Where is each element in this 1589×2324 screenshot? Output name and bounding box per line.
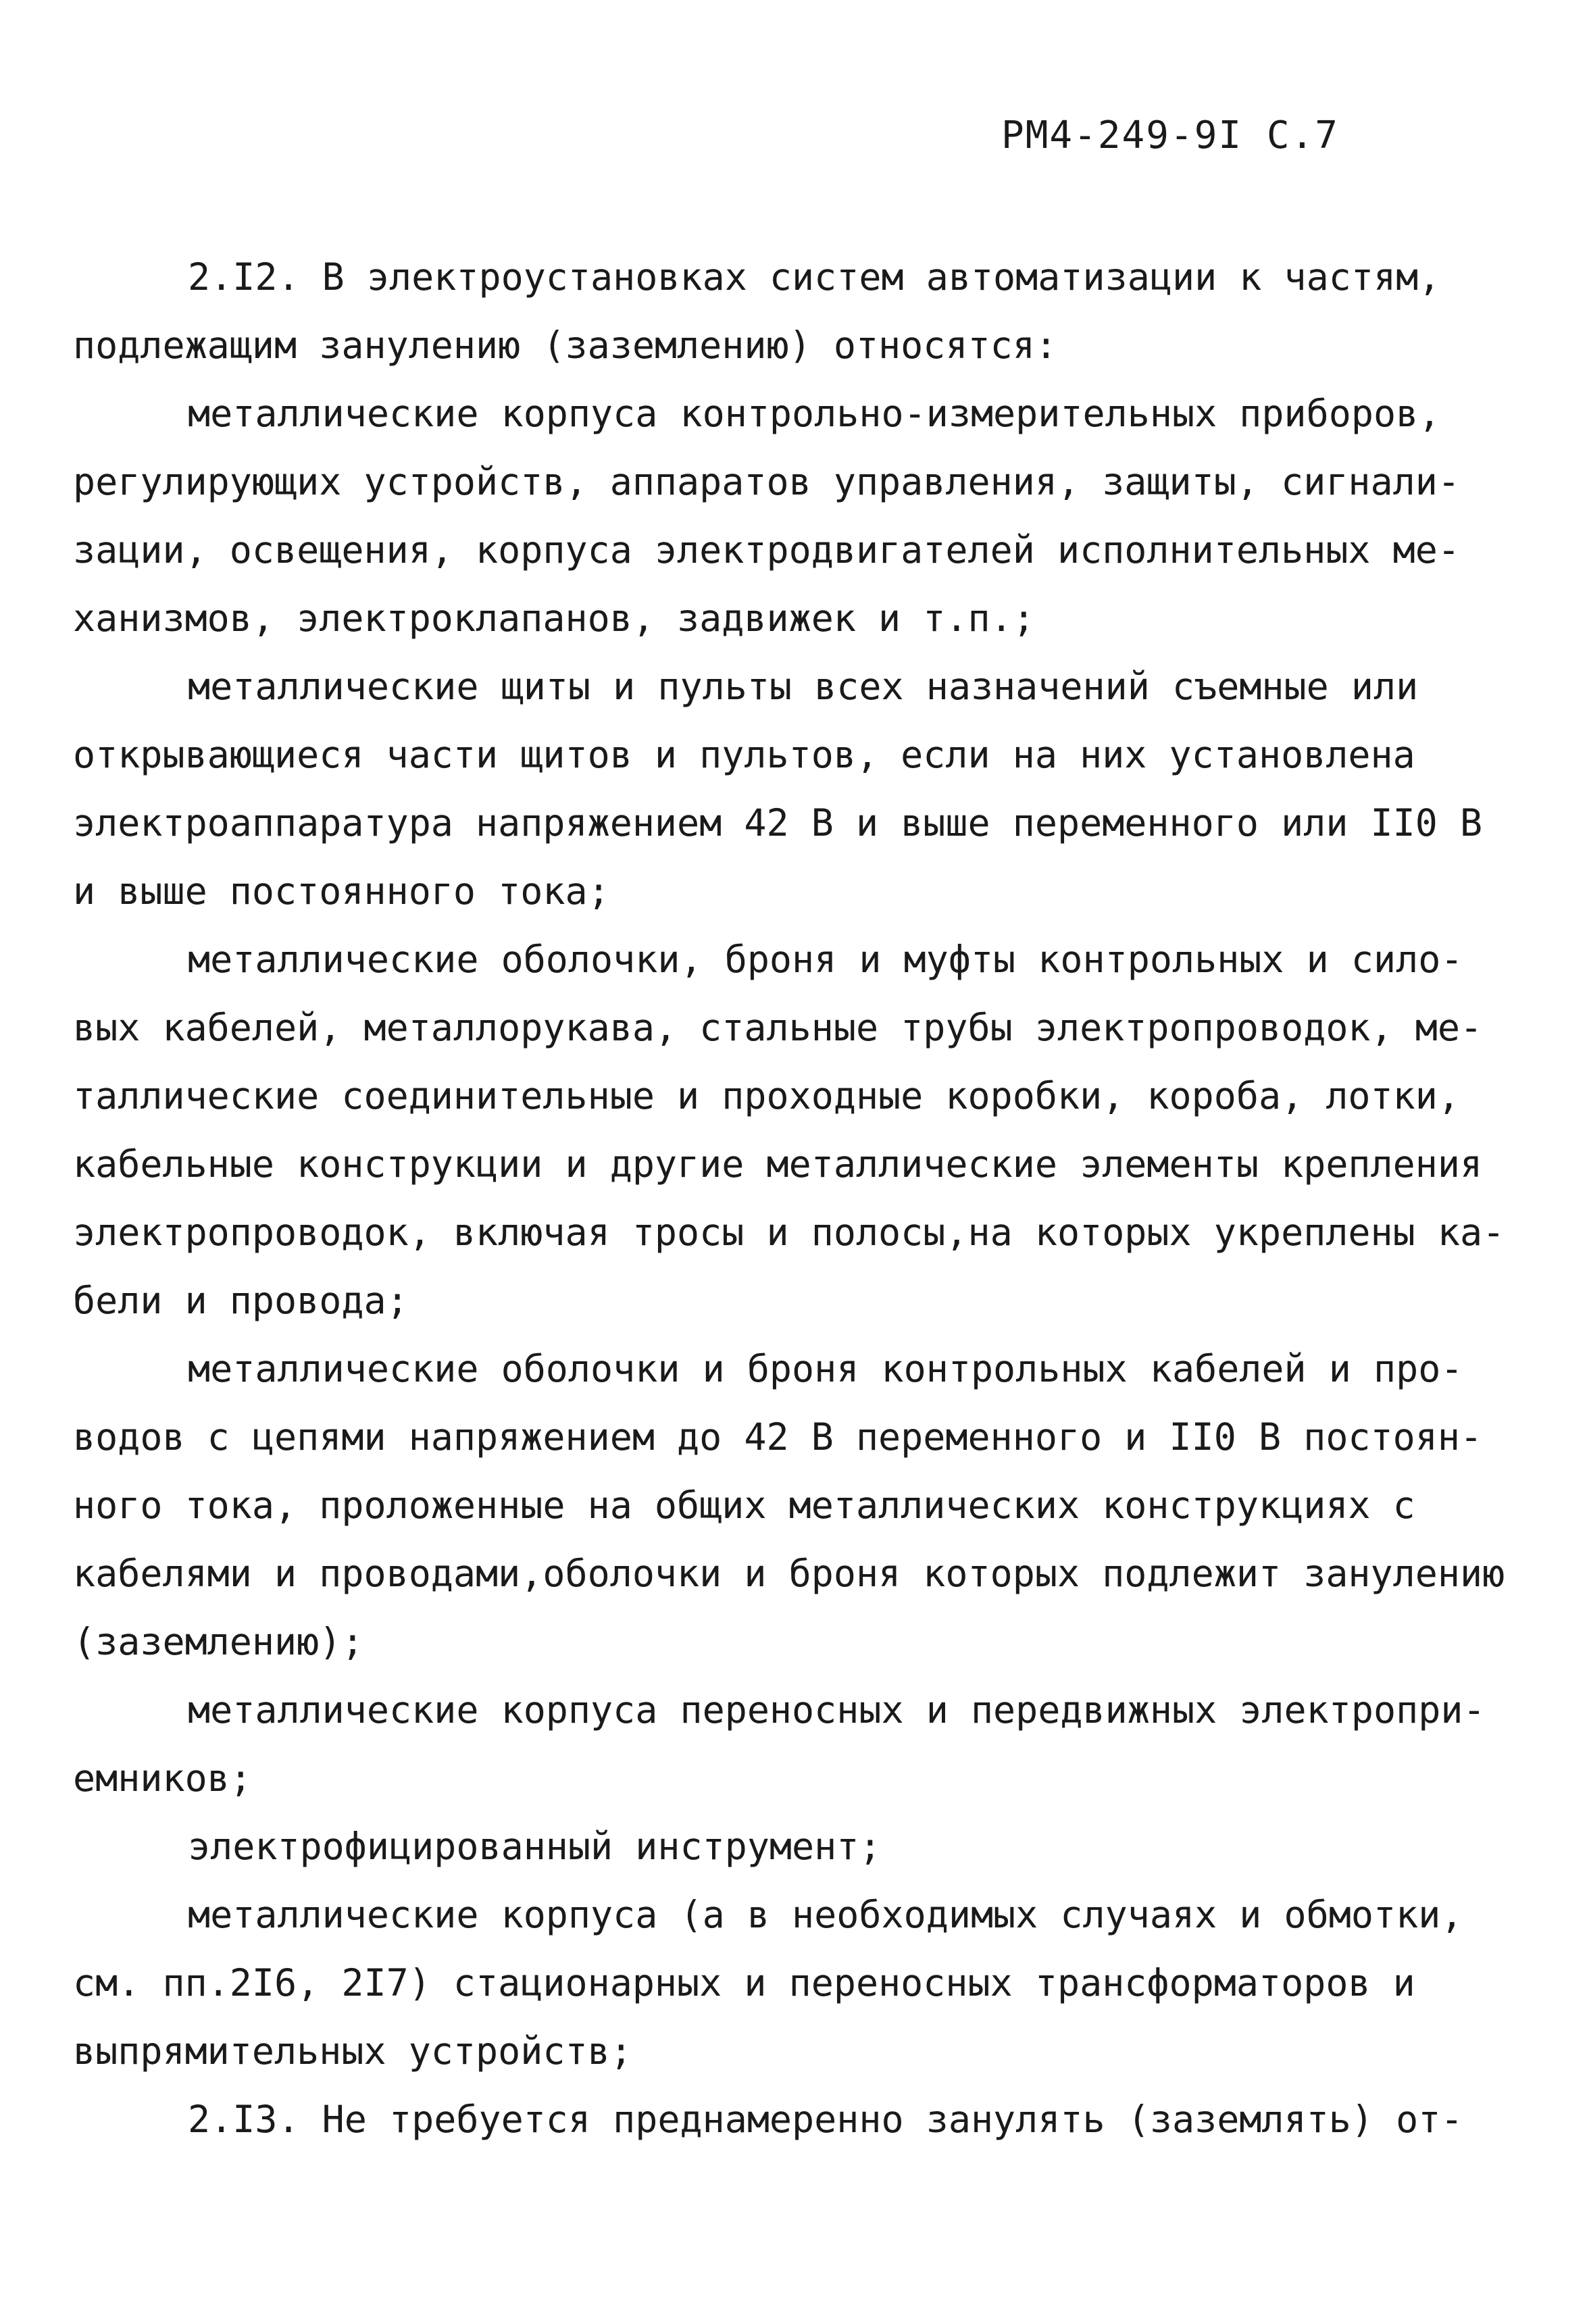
document-body	[73, 243, 1505, 2154]
text-line: кабельные конструкции и другие металлические элементы крепления	[73, 1142, 1483, 1186]
text-line: бели и провода;	[73, 1279, 409, 1322]
text-line: таллические соединительные и проходные коробки, короба, лотки,	[73, 1074, 1460, 1117]
text-line: емников;	[73, 1757, 252, 1800]
text-line: металлические оболочки, броня и муфты контрольных и сило-	[188, 938, 1463, 981]
text-line: ханизмов, электроклапанов, задвижек и т.п.;	[73, 597, 1035, 640]
text-line: зации, освещения, корпуса электродвигателей исполнительных ме-	[73, 528, 1460, 572]
text-line: металлические щиты и пульты всех назначений съемные или	[188, 665, 1419, 708]
text-line: см. пп.2I6, 2I7) стационарных и переносных трансформаторов и	[73, 1961, 1415, 2004]
text-line: электрофицированный инструмент;	[188, 1825, 882, 1868]
page-header: РМ4-249-9I С.7	[1001, 113, 1339, 157]
text-line: металлические корпуса контрольно-измерительных приборов,	[188, 392, 1441, 435]
text-line: 2.I3. Не требуется преднамеренно занулять (заземлять) от-	[188, 2098, 1463, 2141]
text-line: вых кабелей, металлорукава, стальные трубы электропроводок, ме-	[73, 1006, 1483, 1049]
text-line: ного тока, проложенные на общих металлических конструкциях с	[73, 1484, 1415, 1527]
text-line: металлические корпуса переносных и передвижных электропри-	[188, 1688, 1486, 1732]
text-line: выпрямительных устройств;	[73, 2029, 632, 2073]
text-line: 2.I2. В электроустановках систем автоматизации к частям,	[188, 255, 1441, 299]
text-line: (заземлению);	[73, 1620, 364, 1663]
text-line: металлические корпуса (а в необходимых случаях и обмотки,	[188, 1893, 1463, 1936]
text-line: и выше постоянного тока;	[73, 869, 610, 913]
text-line: металлические оболочки и броня контрольных кабелей и про-	[188, 1347, 1463, 1390]
text-line: подлежащим занулению (заземлению) относятся:	[73, 324, 1057, 367]
text-line: кабелями и проводами,оболочки и броня которых подлежит занулению	[73, 1552, 1505, 1595]
text-line: открывающиеся части щитов и пультов, если на них установлена	[73, 733, 1415, 776]
text-line: водов с цепями напряжением до 42 В переменного и II0 В постоян-	[73, 1415, 1483, 1459]
text-line: регулирующих устройств, аппаратов управления, защиты, сигнали-	[73, 460, 1460, 503]
text-line: электроаппаратура напряжением 42 В и выше переменного или II0 В	[73, 801, 1483, 844]
text-line: электропроводок, включая тросы и полосы,на которых укреплены ка-	[73, 1211, 1505, 1254]
